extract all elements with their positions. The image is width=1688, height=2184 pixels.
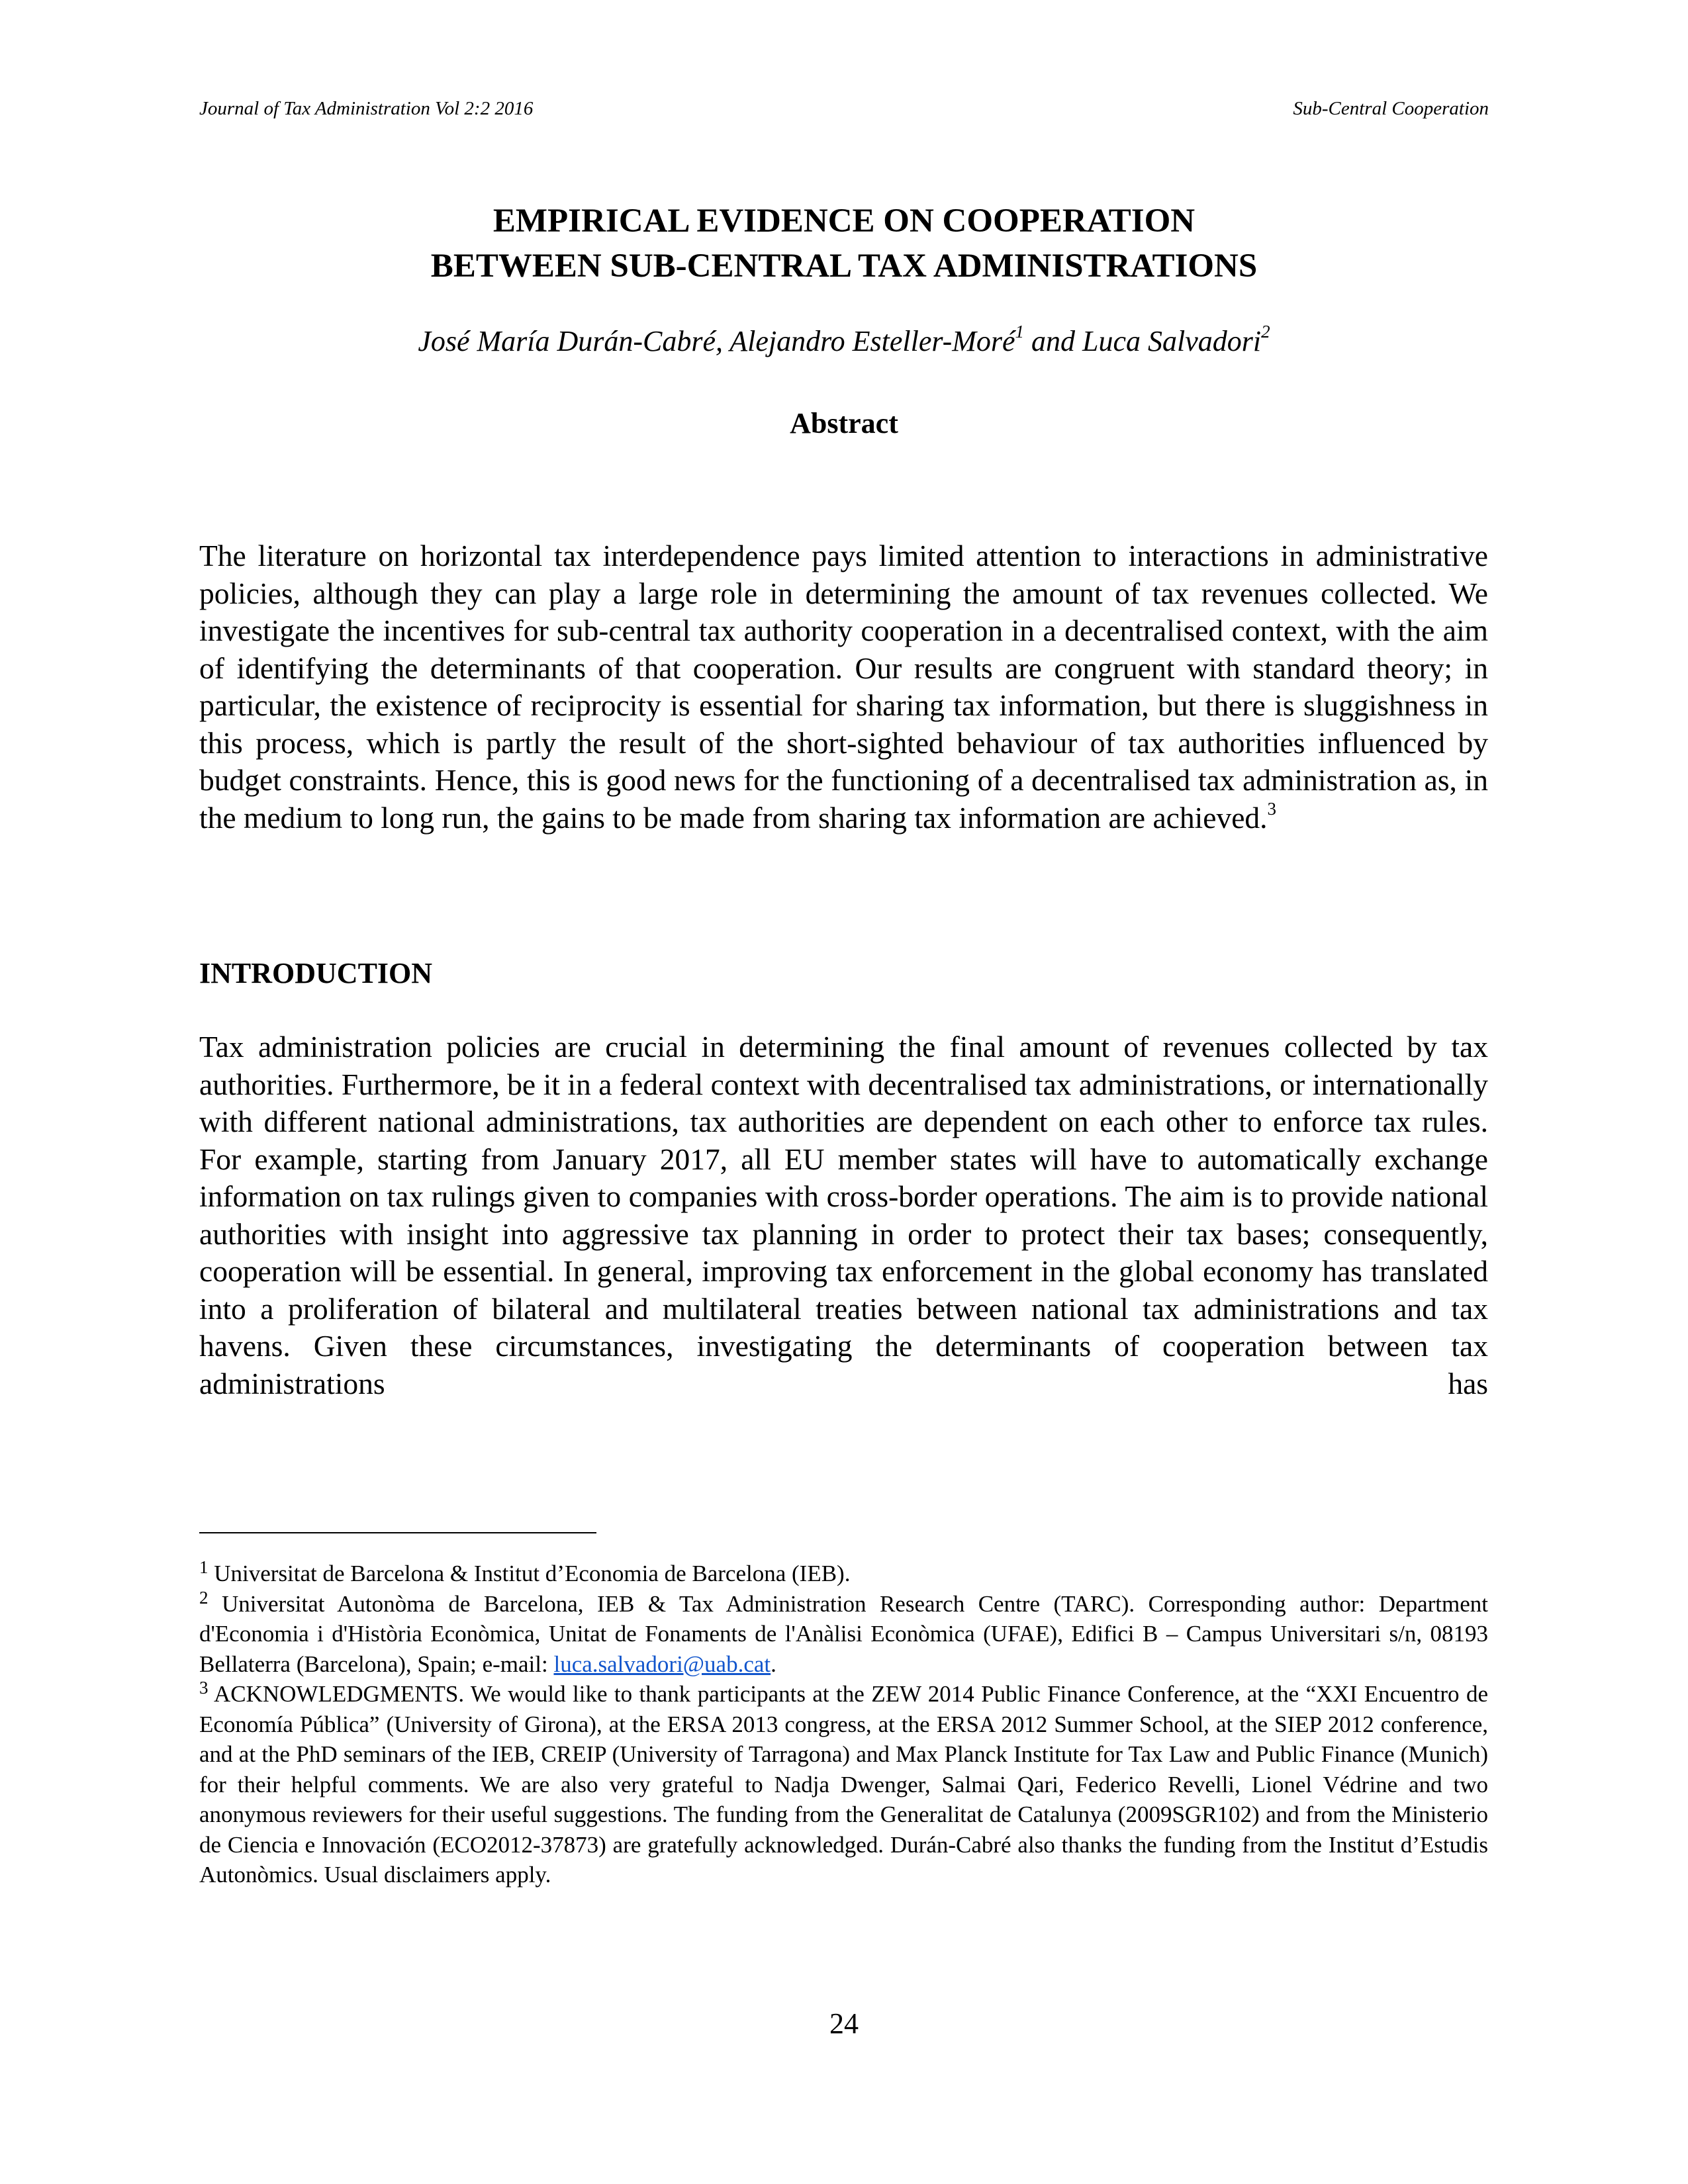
footnote-number: 2: [199, 1587, 209, 1608]
footnote-3: [199, 1679, 1488, 1890]
title-line-2: BETWEEN SUB-CENTRAL TAX ADMINISTRATIONS: [430, 248, 1258, 285]
footnote-punctuation: .: [771, 1651, 776, 1677]
paper-title: [0, 199, 1688, 289]
footnote-text: Universitat de Barcelona & Institut d’Economia de Barcelona (IEB).: [208, 1561, 851, 1586]
footnote-number: 1: [199, 1557, 209, 1577]
page-number: 24: [829, 2007, 859, 2040]
abstract-text: The literature on horizontal tax interdependence pays limited attention to interactions in administrative policies, although they can play a large role in determining the amount of tax revenues collected. We investigate the incentives for sub-central tax authority cooperation in a decentralised context, with the aim of identifying the determinants of that cooperation. Our results are congruent with standard theory; in particular, the existence of reciprocity is essential for sharing tax information, but there is sluggishness in this process, which is partly the result of the short-sighted behaviour of tax authorities influenced by budget constraints. Hence, this is good news for the functioning of a decentralised tax administration as, in the medium to long run, the gains to be made from sharing tax information are achieved.: [199, 539, 1488, 835]
footnote-ref-3: 3: [1267, 798, 1277, 819]
journal-name: Journal of Tax Administration Vol 2:2 2016: [199, 98, 534, 119]
footnote-1: [199, 1559, 1488, 1589]
footnote-2: [199, 1589, 1488, 1680]
footnote-ref-1: 1: [1015, 322, 1025, 341]
author-esteller-more: Alejandro Esteller-Moré: [729, 325, 1015, 357]
footnotes: [199, 1559, 1488, 1890]
author-duran-cabre: José María Durán-Cabré,: [418, 325, 730, 357]
title-line-1: EMPIRICAL EVIDENCE ON COOPERATION: [492, 203, 1196, 240]
abstract-paragraph: [199, 537, 1488, 837]
footnote-text: ACKNOWLEDGMENTS. We would like to thank participants at the ZEW 2014 Public Finance Conference, at the “XXI Encuentro de Economía Pública” (University of Girona), at the ERSA 2013 congress, at the ERSA 2012 Summer School, at the SIEP 2012 conference, and at the PhD seminars of the IEB, CREIP (University of Tarragona) and Max Planck Institute for Tax Law and Public Finance (Munich) for their helpful comments. We are also very grateful to Nadja Dwenger, Salmai Qari, Federico Revelli, Lionel Védrine and two anonymous reviewers for their useful suggestions. The funding from the Generalitat de Catalunya (2009SGR102) and from the Ministerio de Ciencia e Innovación (ECO2012-37873) are gratefully acknowledged. Durán-Cabré also thanks the funding from the Institut d’Estudis Autonòmics. Usual disclaimers apply.: [199, 1681, 1488, 1888]
introduction-paragraph: Tax administration policies are crucial in determining the final amount of revenues collected by tax authorities. Furthermore, be it in a federal context with decentralised tax administrations, or internationally with different national administrations, tax authorities are dependent on each other to enforce tax rules. For example, starting from January 2017, all EU member states will have to automatically exchange information on tax rulings given to companies with cross-border operations. The aim is to provide national authorities with insight into aggressive tax planning in order to protect their tax bases; consequently, cooperation will be essential. In general, improving tax enforcement in the global economy has translated into a proliferation of bilateral and multilateral treaties between national tax administrations and tax havens. Given these circumstances, investigating the determinants of cooperation between tax administrations has: [199, 1030, 1488, 1400]
abstract-heading: Abstract: [790, 407, 898, 439]
footnote-ref-2: 2: [1261, 322, 1270, 341]
footnote-divider: [199, 1532, 596, 1533]
footnote-text: Universitat Autonòma de Barcelona, IEB & Tax Administration Research Centre (TARC). Corresponding author: Department d'Economia i d'Història Econòmica, Unitat de Fonaments de l'Anàlisi Econòmica (UFAE), Edifici B – Campus Universitari s/n, 08193 Bellaterra (Barcelona), Spain; e-mail:: [199, 1590, 1488, 1677]
section-name: Sub-Central Cooperation: [1293, 98, 1489, 119]
email-link[interactable]: luca.salvadori@uab.cat: [553, 1651, 771, 1677]
running-header: [199, 98, 1489, 120]
author-connector: and: [1024, 325, 1083, 357]
author-list: [0, 323, 1688, 360]
author-salvadori: Luca Salvadori: [1082, 325, 1262, 357]
footnote-number: 3: [199, 1678, 209, 1698]
introduction-heading: INTRODUCTION: [199, 957, 433, 989]
